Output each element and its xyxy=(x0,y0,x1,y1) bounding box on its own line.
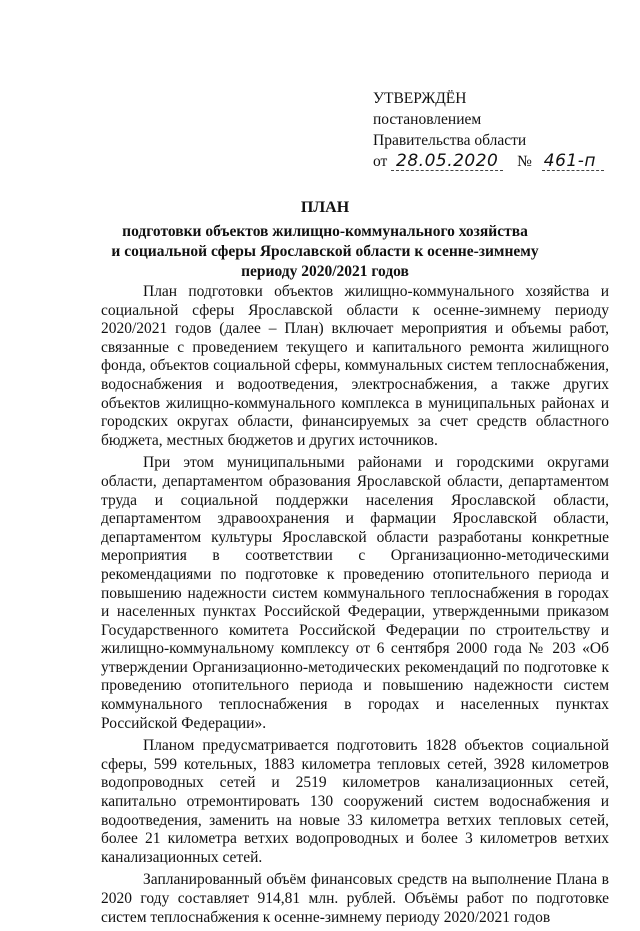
paragraph-4: Запланированный объём финансовых средств на выполнение Плана в 2020 году составляет 914,81 млн. рублей. Объёмы работ по подготовке систем теплоснабжения к осенне-зимнему периоду 2020/2021 годов xyxy=(101,871,609,926)
date-prefix: от xyxy=(373,153,388,170)
handwritten-number: 461-п xyxy=(542,152,604,171)
approval-resolution: постановлением xyxy=(373,111,482,128)
handwritten-date: 28.05.2020 xyxy=(391,152,503,171)
title-heading: ПЛАН xyxy=(300,199,350,216)
paragraph-1: План подготовки объектов жилищно-коммунального хозяйства и социальной сферы Ярославской области к осенне-зимнему периоду 2020/2021 годов (далее – План) включает мероприятия и объемы работ, связанные с проведением текущего и капитального ремонта жилищного фонда, объектов социальной сферы, коммунальных систем теплоснабжения, водоснабжения и водоотведения, электроснабжения, а также других объектов жилищно-коммунального комплекса в муниципальных районах и городских округах области, финансируемых за счет средств областного бюджета, местных бюджетов и других источников. xyxy=(101,283,609,449)
title-line-3: периоду 2020/2021 годов xyxy=(241,263,409,280)
paragraph-3: Планом предусматривается подготовить 1828 объектов социальной сферы, 599 котельных, 1883 километра тепловых сетей, 3928 километров водопроводных сетей и 2519 километров канализационных сетей, капитально отремонтировать 130 сооружений систем водоснабжения и водоотведения, заменить на новые 33 километра ветхих тепловых сетей, более 21 километра ветхих водопроводных и более 3 километров ветхих канализационных сетей. xyxy=(101,737,609,866)
title-line-1: подготовки объектов жилищно-коммунального хозяйства xyxy=(122,223,528,240)
paragraph-2: При этом муниципальными районами и городскими округами области, департаментом образования Ярославской области, департаментом труда и социальной поддержки населения Ярославской области, департаментом здравоохранения и фармации Ярославской области, департаментом культуры Ярославской области разработаны конкретные мероприятия в соответствии с Организационно-методическими рекомендациями по подготовке к проведению отопительного периода и повышению надежности систем коммунального теплоснабжения в городах и населенных пунктах Российской Федерации, утвержденными приказом Государственного комитета Российской Федерации по строительству и жилищно-коммунальному комплексу от 6 сентября 2000 года № 203 «Об утверждении Организационно-методических рекомендаций по подготовке к проведению отопительного периода и повышению надежности систем коммунального теплоснабжения в городах и населенных пунктах Российской Федерации». xyxy=(101,454,609,732)
document-title xyxy=(100,198,550,282)
approval-date-line xyxy=(373,151,604,172)
approval-authority: Правительства области xyxy=(373,132,527,149)
approval-stamp xyxy=(373,88,604,172)
number-label: № xyxy=(517,153,532,170)
document-body xyxy=(101,283,609,931)
approval-heading: УТВЕРЖДЁН xyxy=(373,90,467,107)
title-line-2: и социальной сферы Ярославской области к осенне-зимнему xyxy=(111,243,539,260)
